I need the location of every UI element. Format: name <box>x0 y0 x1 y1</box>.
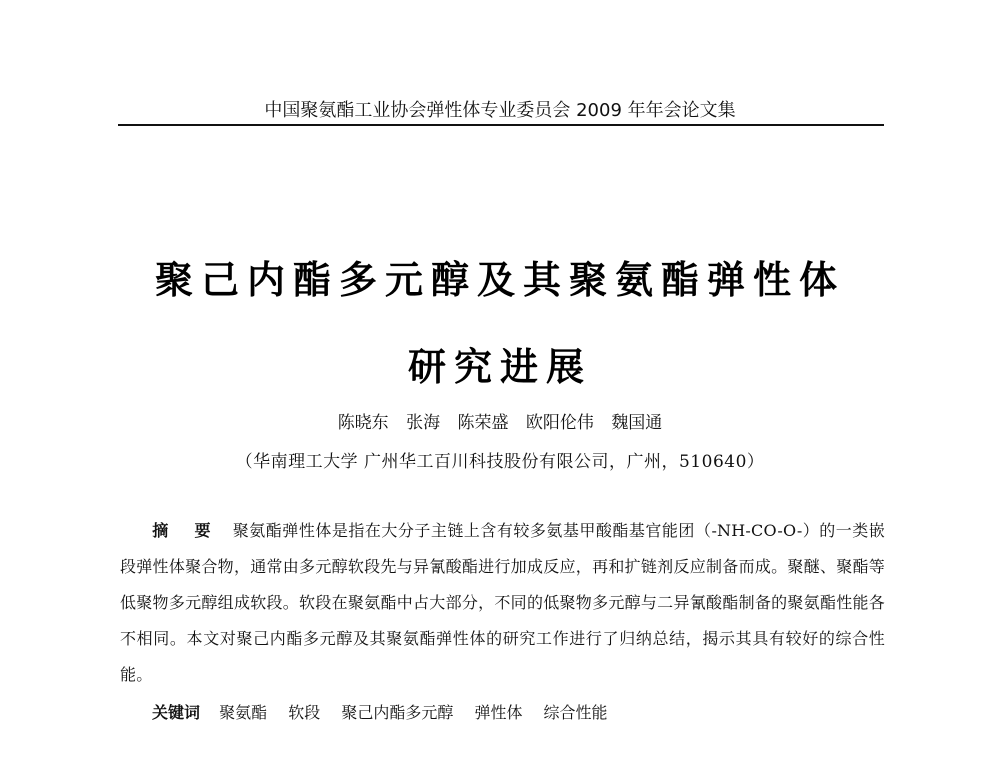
author-name: 欧阳伦伟 <box>525 413 594 433</box>
author-name: 张海 <box>406 413 441 433</box>
keyword: 弹性体 <box>474 703 523 722</box>
keywords-line <box>152 700 885 726</box>
author-list <box>0 408 1000 433</box>
abstract-paragraph <box>120 513 885 693</box>
author-name: 陈晓东 <box>337 413 389 433</box>
keyword: 综合性能 <box>543 703 608 722</box>
keyword: 聚氨酯 <box>219 703 268 722</box>
abstract-label: 摘 要 <box>152 521 221 540</box>
author-name: 陈荣盛 <box>457 413 509 433</box>
running-header: 中国聚氨酯工业协会弹性体专业委员会 2009 年年会论文集 <box>264 100 736 121</box>
author-name: 魏国通 <box>611 413 663 433</box>
paper-title-line-1: 聚己内酯多元醇及其聚氨酯弹性体 <box>154 257 845 302</box>
keyword: 聚己内酯多元醇 <box>341 703 454 722</box>
abstract-text: 聚氨酯弹性体是指在大分子主链上含有较多氨基甲酸酯基官能团（-NH-CO-O-）的一类嵌段弹性体聚合物，通常由多元醇软段先与异氰酸酯进行加成反应，再和扩链剂反应制备而成。聚醚、聚酯等低聚物多元醇组成软段。软段在聚氨酯中占大部分，不同的低聚物多元醇与二异氰酸酯制备的聚氨酯性能各不相同。本文对聚己内酯多元醇及其聚氨酯弹性体的研究工作进行了归纳总结，揭示其具有较好的综合性能。 <box>120 521 885 684</box>
keyword: 软段 <box>288 703 321 722</box>
paper-title-line-2: 研究进展 <box>407 344 592 389</box>
keywords-label: 关键词 <box>152 703 201 722</box>
header-rule <box>118 124 884 126</box>
affiliation: （华南理工大学 广州华工百川科技股份有限公司，广州，510640） <box>235 452 765 472</box>
